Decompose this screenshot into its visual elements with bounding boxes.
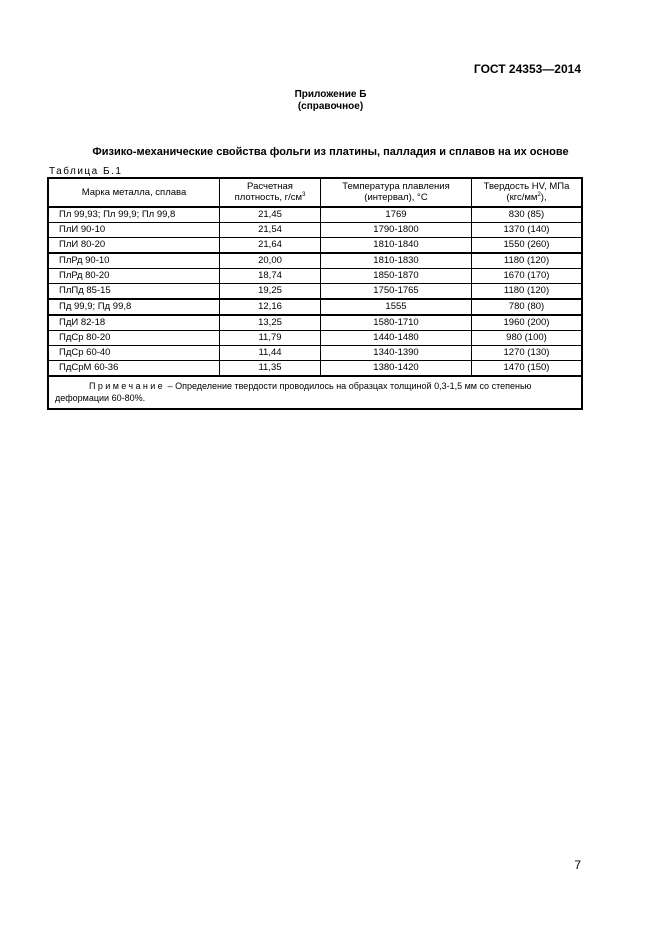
column-header-hardness-tail: ),	[540, 192, 547, 204]
table-header-row	[49, 179, 582, 207]
table-row	[49, 253, 582, 269]
column-header-melting-line1: Температура плавления	[342, 181, 450, 193]
cell-melting: 1555	[321, 299, 472, 315]
appendix-subtitle: (справочное)	[297, 101, 364, 112]
cell-hardness: 780 (80)	[472, 299, 582, 315]
column-header-density-line2: плотность, г/см	[234, 192, 303, 204]
cell-grade: ПлПд 85-15	[49, 283, 220, 299]
document-code: ГОСТ 24353—2014	[473, 62, 581, 76]
cell-grade: ПдСрМ 60-36	[49, 360, 220, 376]
cell-hardness: 1550 (260)	[472, 237, 582, 253]
table-row	[49, 237, 582, 253]
cell-hardness: 830 (85)	[472, 207, 582, 223]
note-prefix: Примечание	[89, 380, 166, 391]
cell-density: 21,45	[220, 207, 321, 223]
cell-melting: 1340-1390	[321, 345, 472, 360]
column-header-density-line1: Расчетная	[247, 181, 293, 193]
column-header-density-sup: 3	[302, 192, 306, 199]
table-row	[49, 345, 582, 360]
column-header-density	[220, 179, 321, 207]
cell-hardness: 1180 (120)	[472, 283, 582, 299]
appendix-title: Приложение Б	[294, 89, 367, 100]
cell-density: 21,64	[220, 237, 321, 253]
cell-hardness: 980 (100)	[472, 330, 582, 345]
column-header-melting-line2: (интервал), °С	[364, 192, 428, 204]
cell-melting: 1850-1870	[321, 268, 472, 283]
cell-hardness: 1670 (170)	[472, 268, 582, 283]
cell-density: 18,74	[220, 268, 321, 283]
cell-hardness: 1960 (200)	[472, 315, 582, 331]
cell-melting: 1769	[321, 207, 472, 223]
cell-grade: Пд 99,9; Пд 99,8	[49, 299, 220, 315]
cell-melting: 1750-1765	[321, 283, 472, 299]
cell-melting: 1440-1480	[321, 330, 472, 345]
cell-density: 21,54	[220, 222, 321, 237]
cell-grade: Пл 99,93; Пл 99,9; Пл 99,8	[49, 207, 220, 223]
table-label: Таблица Б.1	[49, 166, 123, 177]
column-header-melting	[321, 179, 472, 207]
cell-density: 12,16	[220, 299, 321, 315]
column-header-hardness-line2: (кгс/мм	[506, 192, 538, 204]
column-header-grade	[49, 179, 220, 207]
column-header-hardness-line1: Твердость HV, МПа	[483, 181, 570, 193]
cell-density: 11,79	[220, 330, 321, 345]
column-header-hardness	[472, 179, 582, 207]
cell-density: 11,35	[220, 360, 321, 376]
table-row	[49, 330, 582, 345]
table-row	[49, 299, 582, 315]
cell-grade: ПдИ 82-18	[49, 315, 220, 331]
page-number: 7	[574, 858, 581, 872]
cell-grade: ПлИ 90-10	[49, 222, 220, 237]
table-row	[49, 315, 582, 331]
table-note-row	[49, 376, 582, 409]
table-row	[49, 283, 582, 299]
table-row	[49, 207, 582, 223]
cell-density: 19,25	[220, 283, 321, 299]
column-header-hardness-sup: 2	[537, 192, 541, 199]
properties-table	[48, 178, 582, 409]
column-header-grade-text: Марка металла, сплава	[81, 186, 187, 198]
cell-melting: 1810-1830	[321, 253, 472, 269]
cell-grade: ПлРд 80-20	[49, 268, 220, 283]
cell-density: 13,25	[220, 315, 321, 331]
cell-grade: ПдСр 80-20	[49, 330, 220, 345]
appendix-heading	[0, 89, 661, 113]
section-title: Физико-механические свойства фольги из платины, палладия и сплавов на их основе	[92, 146, 569, 158]
cell-melting: 1580-1710	[321, 315, 472, 331]
cell-grade: ПлРд 90-10	[49, 253, 220, 269]
note-text: – Определение твердости проводилось на образцах толщиной 0,3-1,5 мм со степенью деформации 60-80%.	[55, 380, 532, 403]
cell-grade: ПдСр 60-40	[49, 345, 220, 360]
cell-hardness: 1370 (140)	[472, 222, 582, 237]
table-row	[49, 360, 582, 376]
table-note	[49, 376, 582, 409]
cell-grade: ПлИ 80-20	[49, 237, 220, 253]
cell-hardness: 1270 (130)	[472, 345, 582, 360]
cell-melting: 1380-1420	[321, 360, 472, 376]
cell-melting: 1810-1840	[321, 237, 472, 253]
cell-melting: 1790-1800	[321, 222, 472, 237]
cell-hardness: 1470 (150)	[472, 360, 582, 376]
cell-hardness: 1180 (120)	[472, 253, 582, 269]
table-row	[49, 222, 582, 237]
cell-density: 11,44	[220, 345, 321, 360]
cell-density: 20,00	[220, 253, 321, 269]
table-row	[49, 268, 582, 283]
